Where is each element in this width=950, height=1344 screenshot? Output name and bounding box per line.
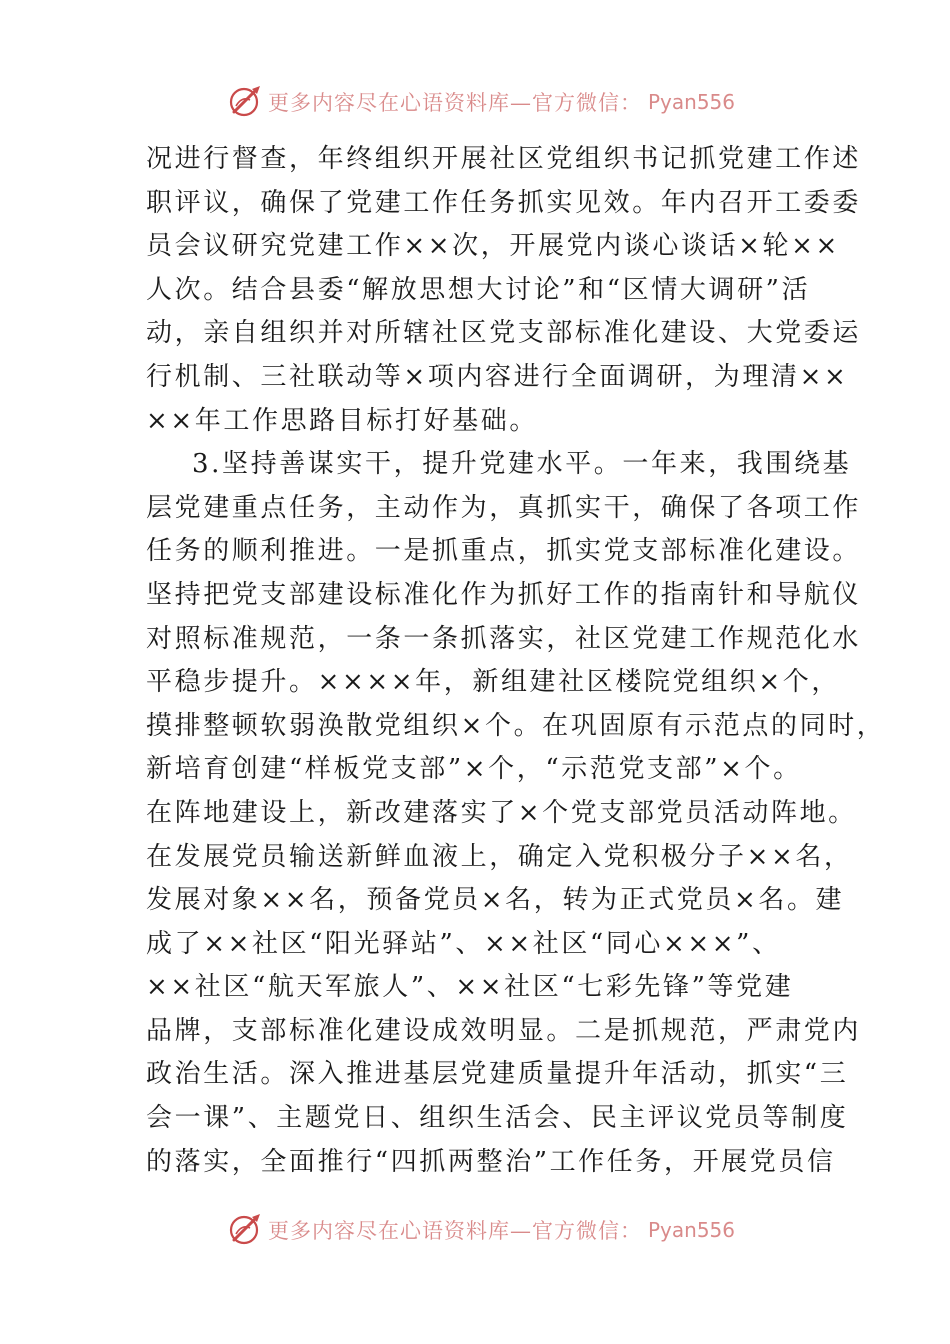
text-line: 的落实，全面推行“四抓两整治”工作任务，开展党员信 — [146, 1146, 836, 1177]
text-line: 在阵地建设上，新改建落实了×个党支部党员活动阵地。 — [146, 797, 857, 828]
text-line: 新培育创建“样板党支部”×个，“示范党支部”×个。 — [146, 754, 802, 785]
document-body — [146, 138, 886, 1184]
watermark-footer — [0, 1208, 950, 1252]
text-line: ××社区“航天军旅人”、××社区“七彩先锋”等党建 — [146, 972, 794, 1003]
watermark-id: Pyan556 — [648, 90, 736, 114]
text-line: 会一课”、主题党日、组织生活会、民主评议党员等制度 — [146, 1103, 849, 1134]
text-line: 在发展党员输送新鲜血液上，确定入党积极分子××名， — [146, 841, 853, 872]
text-line: 层党建重点任务，主动作为，真抓实干，确保了各项工作 — [146, 492, 862, 523]
text-line: 职评议，确保了党建工作任务抓实见效。年内召开工委委 — [146, 187, 862, 218]
paragraph-start-line: 3.坚持善谋实干，提升党建水平。一年来，我围绕基 — [192, 449, 852, 480]
text-line: 坚持把党支部建设标准化作为抓好工作的指南针和导航仪 — [146, 579, 862, 610]
watermark-text: 更多内容尽在心语资料库—官方微信： — [268, 1219, 642, 1243]
watermark-id: Pyan556 — [648, 1218, 736, 1242]
text-line: 行机制、三社联动等×项内容进行全面调研，为理清×× — [146, 361, 849, 392]
text-line: 成了××社区“阳光驿站”、××社区“同心×××”、 — [146, 928, 781, 959]
pen-logo-icon — [226, 82, 266, 122]
text-line: 摸排整顿软弱涣散党组织×个。在巩固原有示范点的同时， — [146, 710, 886, 741]
text-line: 况进行督查，年终组织开展社区党组织书记抓党建工作述 — [146, 144, 862, 174]
text-line: ××年工作思路目标打好基础。 — [146, 405, 538, 436]
watermark-header — [0, 80, 950, 124]
text-line: 平稳步提升。××××年，新组建社区楼院党组织×个， — [146, 667, 840, 698]
text-line: 政治生活。深入推进基层党建质量提升年活动，抓实“三 — [146, 1059, 849, 1090]
text-line: 对照标准规范，一条一条抓落实，社区党建工作规范化水 — [146, 623, 862, 654]
text-line: 员会议研究党建工作××次，开展党内谈心谈话×轮×× — [146, 231, 840, 262]
text-line: 品牌，支部标准化建设成效明显。二是抓规范，严肃党内 — [146, 1015, 862, 1046]
text-line: 发展对象××名，预备党员×名，转为正式党员×名。建 — [146, 885, 845, 916]
text-line: 动，亲自组织并对所辖社区党支部标准化建设、大党委运 — [146, 318, 862, 349]
text-line: 人次。结合县委“解放思想大讨论”和“区情大调研”活 — [146, 274, 811, 305]
pen-logo-icon — [226, 1210, 266, 1250]
watermark-text: 更多内容尽在心语资料库—官方微信： — [268, 91, 642, 115]
text-line: 任务的顺利推进。一是抓重点，抓实党支部标准化建设。 — [146, 536, 862, 567]
